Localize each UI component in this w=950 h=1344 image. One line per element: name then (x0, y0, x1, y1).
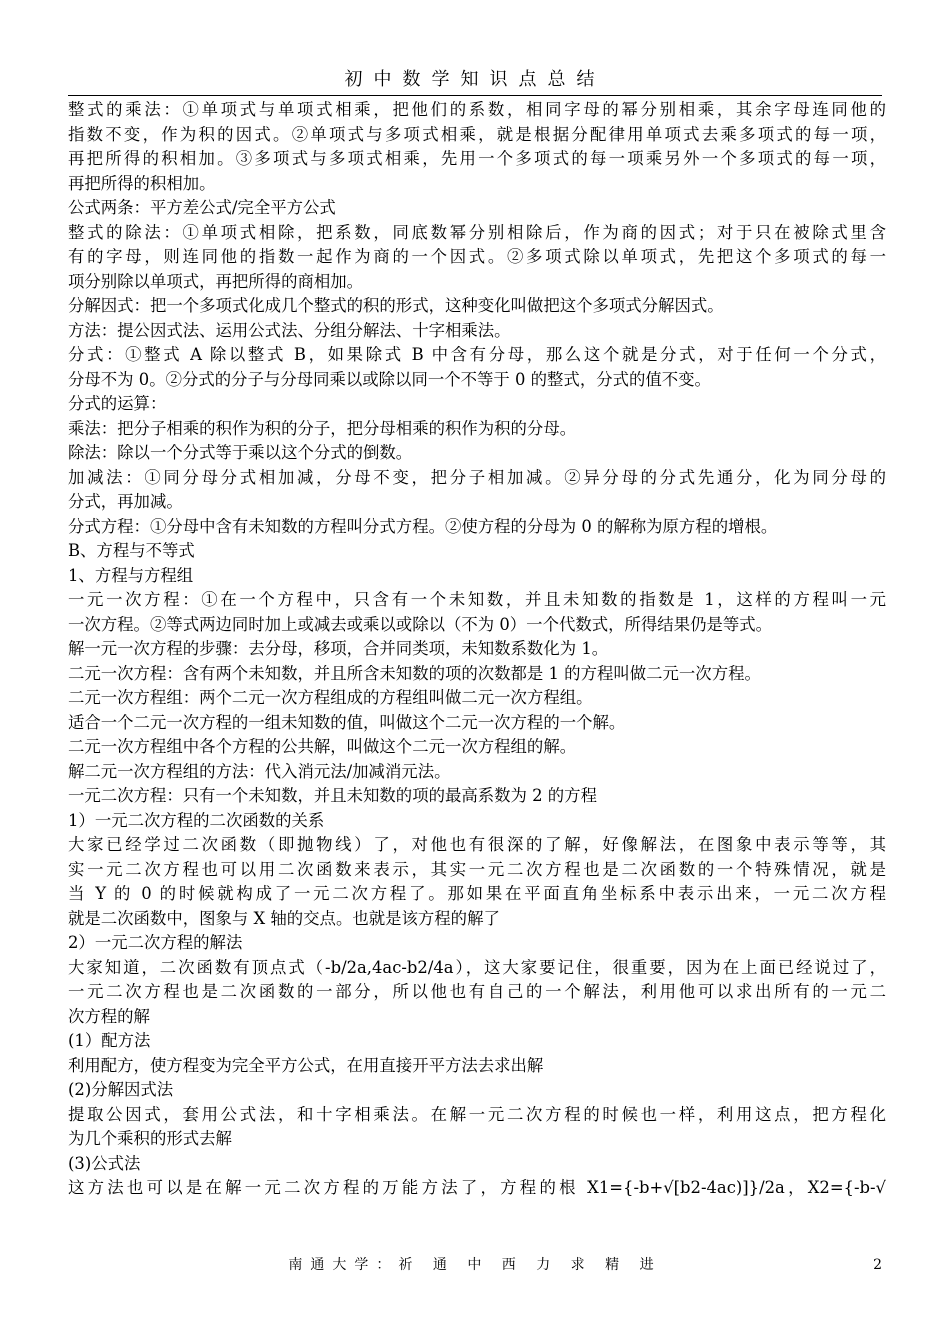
text-line: 二元一次方程组：两个二元一次方程组成的方程组叫做二元一次方程组。 (68, 688, 593, 707)
text-line: 整式的乘法：①单项式与单项式相乘，把他们的系数，相同字母的幂分别相乘，其余字母连同他的 (68, 100, 886, 119)
header-divider (68, 95, 882, 96)
text-line: 分式的运算： (68, 394, 167, 413)
text-line: 一次方程。②等式两边同时加上或减去或乘以或除以（不为 0）一个代数式，所得结果仍是等式。 (68, 614, 773, 634)
text-line: 二元一次方程组中各个方程的公共解，叫做这个二元一次方程组的解。 (68, 737, 577, 756)
text-line: 分式，再加减。 (68, 492, 183, 511)
text-line: 一元一次方程：①在一个方程中，只含有一个未知数，并且未知数的指数是 1，这样的方程叫一元 (68, 590, 886, 609)
text-line: 当 Y 的 0 的时候就构成了一元二次方程了。那如果在平面直角坐标系中表示出来，一元二次方程 (68, 884, 886, 903)
text-line: 分解因式：把一个多项式化成几个整式的积的形式，这种变化叫做把这个多项式分解因式。 (68, 296, 724, 315)
text-line: 二元一次方程：含有两个未知数，并且所含未知数的项的次数都是 1 的方程叫做二元一次方程。 (68, 663, 761, 683)
footer-motto: 南通大学：祈 通 中 西 力 求 精 进 (288, 1257, 662, 1273)
text-line: 大家知道，二次函数有顶点式（-b/2a,4ac-b2/4a），这大家要记住，很重要，因为在上面已经说过了， (68, 957, 886, 977)
text-line: 乘法：把分子相乘的积作为积的分子，把分母相乘的积作为积的分母。 (68, 418, 577, 438)
text-line: 分母不为 0。②分式的分子与分母同乘以或除以同一个不等于 0 的整式，分式的值不变。 (68, 369, 711, 389)
text-line: 公式两条：平方差公式/完全平方公式 (68, 198, 336, 217)
text-line: 1、方程与方程组 (68, 565, 194, 585)
text-line: (3)公式法 (68, 1153, 141, 1173)
text-line: 适合一个二元一次方程的一组未知数的值，叫做这个二元一次方程的一个解。 (68, 712, 626, 732)
text-line: 1）一元二次方程的二次函数的关系 (68, 810, 325, 830)
text-line: 方法：提公因式法、运用公式法、分组分解法、十字相乘法。 (68, 320, 511, 340)
text-line: 为几个乘积的形式去解 (68, 1129, 232, 1148)
text-line: (1）配方法 (68, 1031, 151, 1050)
text-line: 利用配方，使方程变为完全平方公式，在用直接开平方法去求出解 (68, 1055, 544, 1075)
text-line: 再把所得的积相加。 (68, 173, 216, 193)
text-line: (2)分解因式法 (68, 1080, 174, 1099)
page-header-title: 初中数学知识点总结 (344, 69, 606, 90)
text-line: 这方法也可以是在解一元二次方程的万能方法了，方程的根 X1={-b+√[b2-4ac)]}/2a，X2={-b-√ (68, 1178, 886, 1197)
text-line: 除法：除以一个分式等于乘以这个分式的倒数。 (68, 443, 413, 462)
page-footer (68, 1254, 882, 1276)
text-line: 指数不变，作为积的因式。②单项式与多项式相乘，就是根据分配律用单项式去乘多项式的每一项， (68, 124, 886, 144)
text-line: 提取公因式，套用公式法，和十字相乘法。在解一元二次方程的时候也一样，利用这点，把方程化 (68, 1104, 886, 1124)
page-number: 2 (873, 1257, 882, 1273)
text-line: 再把所得的积相加。③多项式与多项式相乘，先用一个多项式的每一项乘另外一个多项式的每一项， (68, 149, 886, 168)
text-line: 解一元一次方程的步骤：去分母，移项，合并同类项，未知数系数化为 1。 (68, 639, 609, 658)
text-line: 项分别除以单项式，再把所得的商相加。 (68, 271, 364, 291)
text-line: 加减法：①同分母分式相加减，分母不变，把分子相加减。②异分母的分式先通分，化为同分母的 (68, 467, 886, 487)
text-line: 实一元二次方程也可以用二次函数来表示，其实一元二次方程也是二次函数的一个特殊情况，就是 (68, 859, 886, 879)
text-line: 大家已经学过二次函数（即抛物线）了，对他也有很深的了解，好像解法，在图象中表示等等，其 (68, 835, 886, 854)
text-line: 一元二次方程：只有一个未知数，并且未知数的项的最高系数为 2 的方程 (68, 786, 597, 805)
text-line: 解二元一次方程组的方法：代入消元法/加减消元法。 (68, 761, 451, 781)
document-body (68, 98, 886, 1201)
text-line: 分式方程：①分母中含有未知数的方程叫分式方程。②使方程的分母为 0 的解称为原方程的增根。 (68, 516, 778, 536)
text-line: 有的字母，则连同他的指数一起作为商的一个因式。②多项式除以单项式，先把这个多项式的每一 (68, 247, 886, 266)
text-line: 次方程的解 (68, 1006, 150, 1026)
text-line: B、方程与不等式 (68, 541, 195, 560)
text-line: 就是二次函数中，图象与 X 轴的交点。也就是该方程的解了 (68, 908, 500, 928)
text-line: 分式：①整式 A 除以整式 B，如果除式 B 中含有分母，那么这个就是分式，对于任何一个分式， (68, 345, 886, 364)
text-line: 2）一元二次方程的解法 (68, 933, 243, 952)
text-line: 整式的除法：①单项式相除，把系数，同底数幂分别相除后，作为商的因式；对于只在被除式里含 (68, 222, 886, 242)
text-line: 一元二次方程也是二次函数的一部分，所以他也有自己的一个解法，利用他可以求出所有的一元二 (68, 982, 886, 1001)
